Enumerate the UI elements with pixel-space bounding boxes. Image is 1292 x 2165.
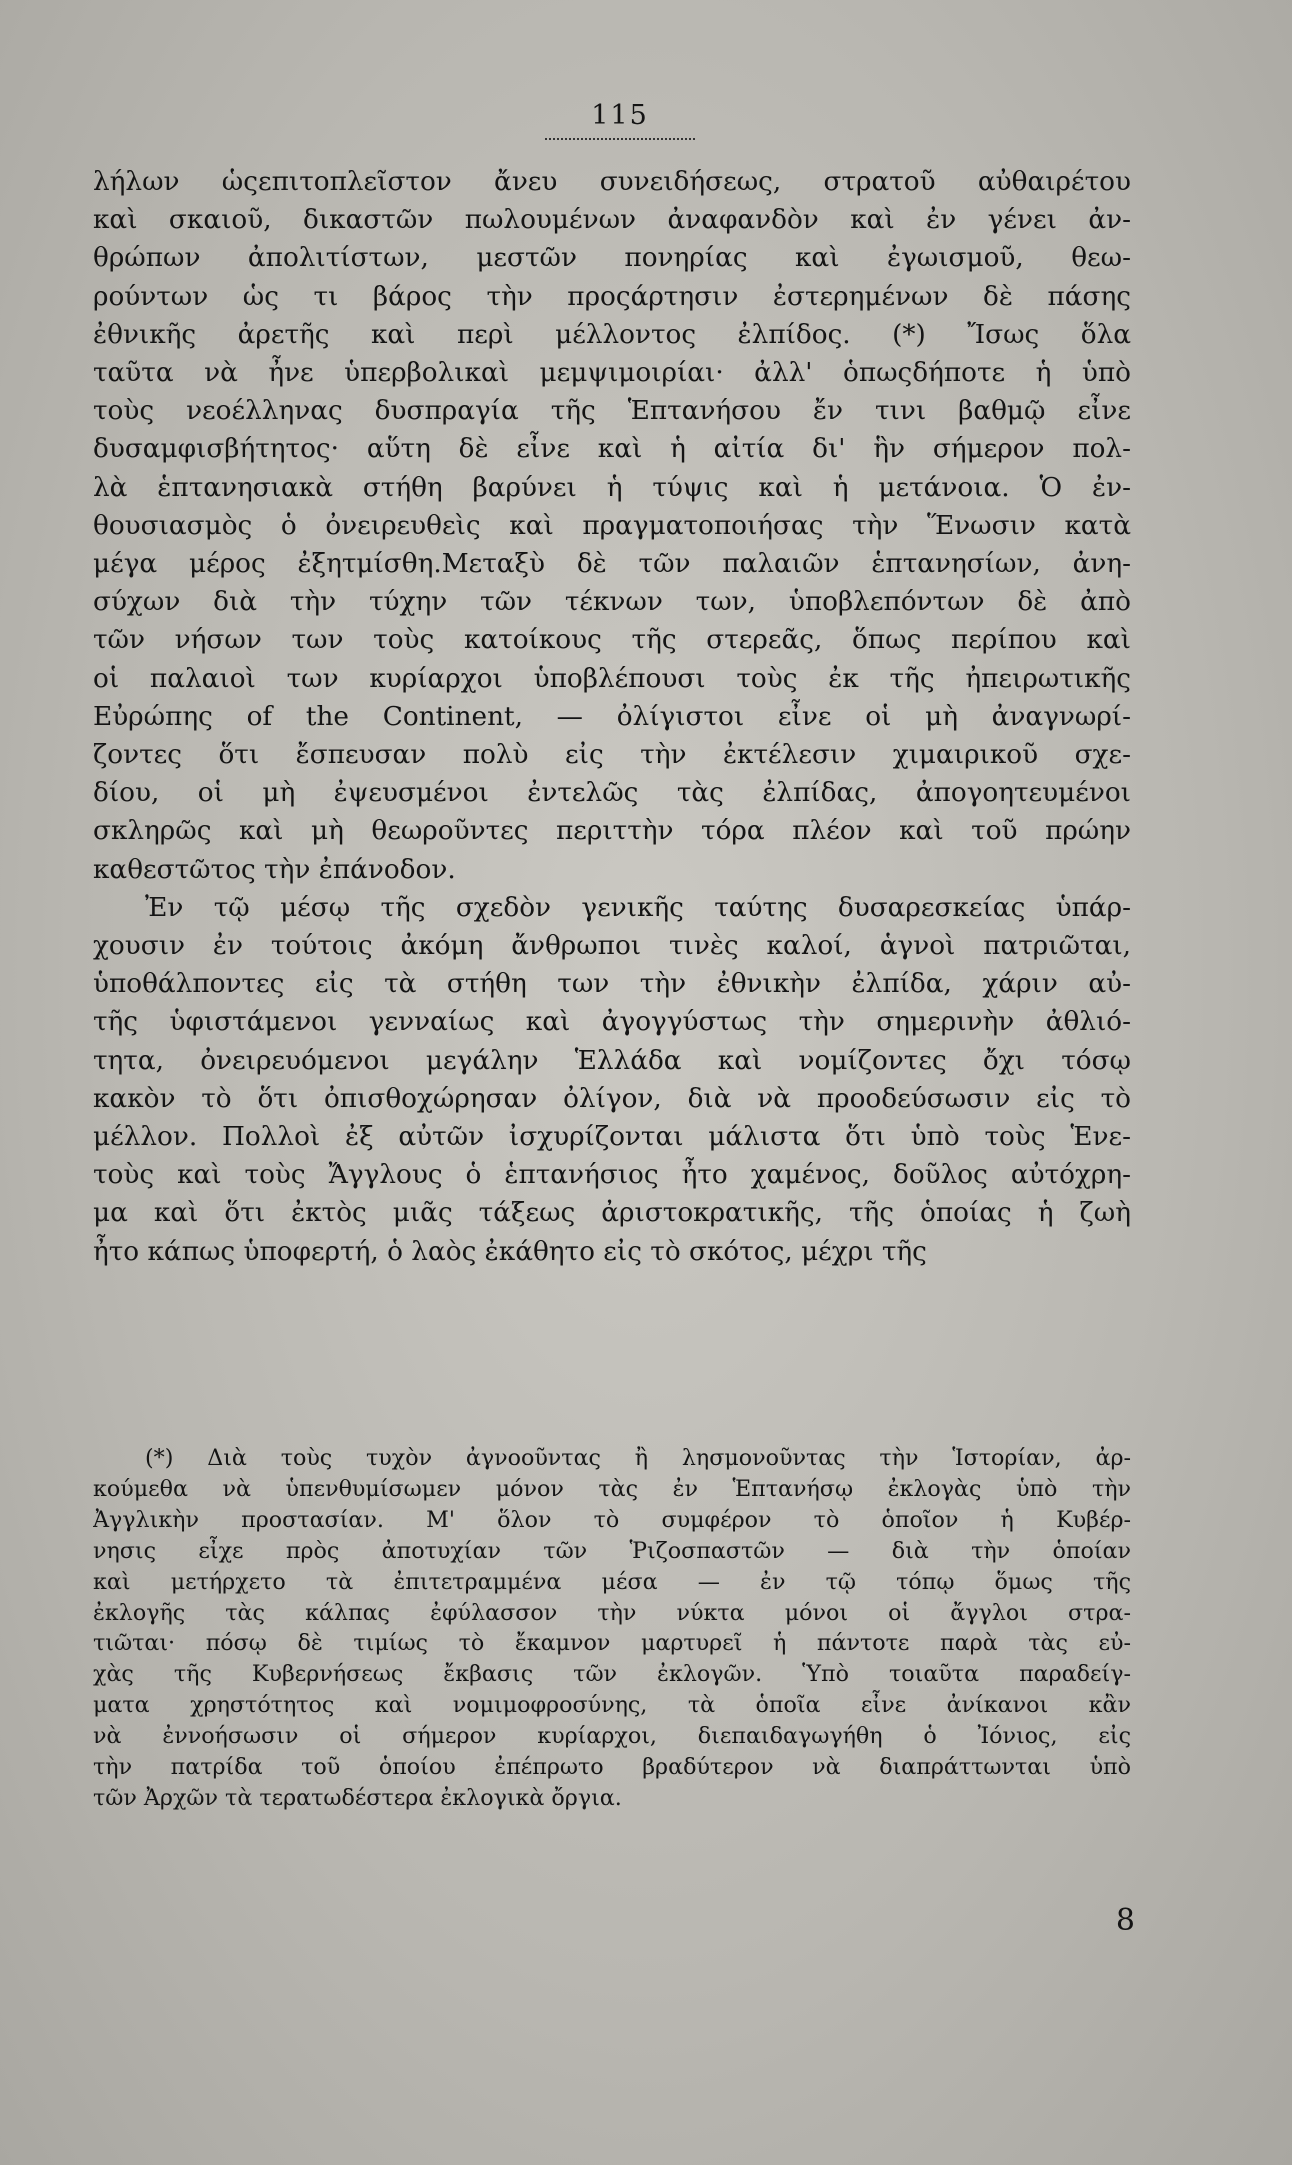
text-line: τοὺς νεοέλληνας δυσπραγία τῆς Ἑπτανήσου ἔν τινι βαθμῷ εἶνε — [93, 396, 1131, 427]
text-line: ἦτο κάπως ὑποφερτή, ὁ λαὸς ἐκάθητο εἰς τὸ σκότος, μέχρι τῆς — [93, 1236, 927, 1267]
text-line: ζοντες ὅτι ἔσπευσαν πολὺ εἰς τὴν ἐκτέλεσιν χιμαιρικοῦ σχε- — [93, 740, 1131, 771]
text-line: κακὸν τὸ ὅτι ὀπισθοχώρησαν ὀλίγον, διὰ νὰ προοδεύσωσιν εἰς τὸ — [93, 1083, 1131, 1114]
footnote-line: (*) Διὰ τοὺς τυχὸν ἀγνοοῦντας ἢ λησμονοῦντας τὴν Ἱστορίαν, ἀρ- — [145, 1445, 1131, 1471]
text-line: ρούντων ὡς τι βάρος τὴν προςάρτησιν ἐστερημένων δὲ πάσης — [93, 281, 1131, 312]
footnote-line: ἐκλογῆς τὰς κάλπας ἐφύλασσον τὴν νύκτα μόνοι οἱ ἄγγλοι στρα- — [93, 1599, 1131, 1626]
text-line: σύχων διὰ τὴν τύχην τῶν τέκνων των, ὑποβλεπόντων δὲ ἀπὸ — [93, 587, 1131, 618]
text-line: τῆς ὑφιστάμενοι γενναίως καὶ ἀγογγύστως τὴν σημερινὴν ἀθλιό- — [93, 1007, 1131, 1038]
text-line: λήλων ὡςεπιτοπλεῖστον ἄνευ συνειδήσεως, στρατοῦ αὐθαιρέτου — [93, 167, 1131, 197]
text-line: καθεστῶτος τὴν ἐπάνοδον. — [93, 854, 456, 885]
text-line: θρώπων ἀπολιτίστων, μεστῶν πονηρίας καὶ ἐγωισμοῦ, θεω- — [93, 243, 1131, 274]
footnote — [93, 1443, 1131, 1814]
footnote-line: τιῶται· πόσῳ δὲ τιμίως τὸ ἔκαμνον μαρτυρεῖ ἡ πάντοτε παρὰ τὰς εὐ- — [93, 1630, 1131, 1657]
text-line: λὰ ἑπτανησιακὰ στήθη βαρύνει ἡ τύψις καὶ ἡ μετάνοια. Ὁ ἐν- — [93, 472, 1131, 503]
text-line: χουσιν ἐν τούτοις ἀκόμη ἄνθρωποι τινὲς καλοί, ἁγνοὶ πατριῶται, — [93, 931, 1131, 962]
footnote-line: νὰ ἐννοήσωσιν οἱ σήμερον κυρίαρχοι, διεπαιδαγωγήθη ὁ Ἰόνιος, εἰς — [93, 1723, 1131, 1750]
text-line: ἐθνικῆς ἀρετῆς καὶ περὶ μέλλοντος ἐλπίδος. (*) Ἴσως ὅλα — [93, 319, 1131, 350]
text-line: Ἐν τῷ μέσῳ τῆς σχεδὸν γενικῆς ταύτης δυσαρεσκείας ὑπάρ- — [145, 892, 1131, 923]
footnote-line: χὰς τῆς Κυβερνήσεως ἔκβασις τῶν ἐκλογῶν. Ὑπὸ τοιαῦτα παραδείγ- — [93, 1661, 1131, 1688]
footnote-line: τῶν Ἀρχῶν τὰ τερατωδέστερα ἐκλογικὰ ὄργια. — [93, 1784, 622, 1811]
text-line: δίου, οἱ μὴ ἐψευσμένοι ἐντελῶς τὰς ἐλπίδας, ἀπογοητευμένοι — [93, 778, 1131, 809]
text-line: Εὐρώπης of the Continent, — ὀλίγιστοι εἶνε οἱ μὴ ἀναγνωρί- — [93, 701, 1131, 732]
footnote-line: κούμεθα νὰ ὑπενθυμίσωμεν μόνον τὰς ἐν Ἑπτανήσῳ ἐκλογὰς ὑπὸ τὴν — [93, 1475, 1131, 1502]
footnote-line: Ἀγγλικὴν προστασίαν. Μ' ὅλον τὸ συμφέρον τὸ ὁποῖον ἡ Κυβέρ- — [93, 1506, 1131, 1533]
footnote-line: ματα χρηστότητος καὶ νομιμοφροσύνης, τὰ ὁποῖα εἶνε ἀνίκανοι κἂν — [93, 1692, 1131, 1719]
text-line: μέλλον. Πολλοὶ ἐξ αὐτῶν ἰσχυρίζονται μάλιστα ὅτι ὑπὸ τοὺς Ἑνε- — [93, 1122, 1131, 1153]
text-line: οἱ παλαιοὶ των κυρίαρχοι ὑποβλέπουσι τοὺς ἐκ τῆς ἠπειρωτικῆς — [93, 663, 1131, 694]
text-line: καὶ σκαιοῦ, δικαστῶν πωλουμένων ἀναφανδὸν καὶ ἐν γένει ἀν- — [93, 205, 1131, 236]
text-line: μα καὶ ὅτι ἐκτὸς μιᾶς τάξεως ἀριστοκρατικῆς, τῆς ὁποίας ἡ ζωὴ — [93, 1198, 1131, 1229]
signature-mark: 8 — [1115, 1903, 1135, 1938]
text-line: σκληρῶς καὶ μὴ θεωροῦντες περιττὴν τόρα πλέον καὶ τοῦ πρώην — [93, 816, 1131, 847]
body-text — [93, 163, 1131, 1271]
text-line: θουσιασμὸς ὁ ὀνειρευθεὶς καὶ πραγματοποιήσας τὴν Ἕνωσιν κατὰ — [93, 510, 1131, 541]
text-line: μέγα μέρος ἐξητμίσθη.Μεταξὺ δὲ τῶν παλαιῶν ἑπτανησίων, ἀνη- — [93, 549, 1131, 580]
text-line: ταῦτα νὰ ἦνε ὑπερβολικαὶ μεμψιμοιρίαι· ἀλλ' ὁπωςδήποτε ἡ ὑπὸ — [93, 358, 1131, 389]
text-line: τητα, ὀνειρευόμενοι μεγάλην Ἑλλάδα καὶ νομίζοντες ὄχι τόσῳ — [93, 1045, 1131, 1076]
text-line: δυσαμφισβήτητος· αὕτη δὲ εἶνε καὶ ἡ αἰτία δι' ἣν σήμερον πολ- — [93, 434, 1131, 465]
text-line: τοὺς καὶ τοὺς Ἄγγλους ὁ ἑπτανήσιος ἦτο χαμένος, δοῦλος αὐτόχρη- — [93, 1160, 1131, 1191]
footnote-line: τὴν πατρίδα τοῦ ὁποίου ἐπέπρωτο βραδύτερον νὰ διαπράττωνται ὑπὸ — [93, 1754, 1131, 1781]
footnote-line: καὶ μετήρχετο τὰ ἐπιτετραμμένα μέσα — ἐν τῷ τόπῳ ὅμως τῆς — [93, 1568, 1131, 1595]
footnote-line: νησις εἶχε πρὸς ἀποτυχίαν τῶν Ῥιζοσπαστῶν — διὰ τὴν ὁποίαν — [93, 1537, 1131, 1564]
page-number-rule — [545, 138, 695, 140]
text-line: τῶν νήσων των τοὺς κατοίκους τῆς στερεᾶς, ὅπως περίπου καὶ — [93, 625, 1131, 656]
page-number: 115 — [591, 100, 649, 131]
footnote-divider — [93, 1432, 1131, 1434]
text-line: ὑποθάλποντες εἰς τὰ στήθη των τὴν ἐθνικὴν ἐλπίδα, χάριν αὐ- — [93, 969, 1131, 1000]
